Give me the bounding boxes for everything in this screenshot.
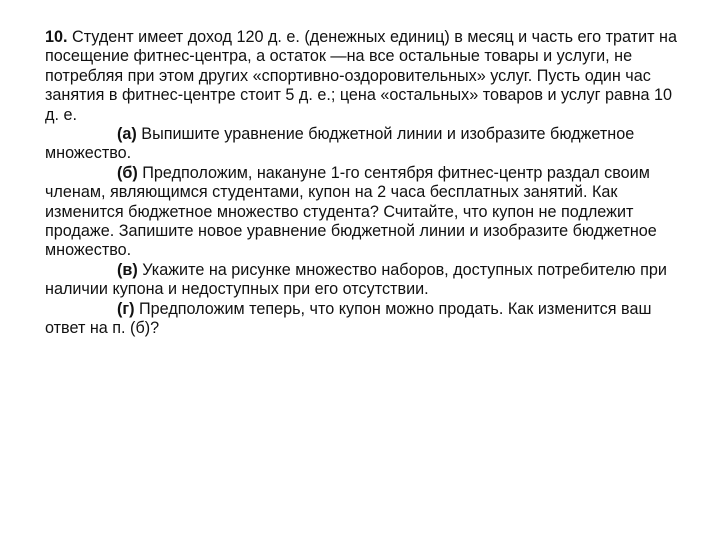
part-c-label: (в) — [117, 260, 138, 279]
part-d-text: Предположим теперь, что купон можно продать. Как изменится ваш ответ на п. (б)? — [45, 299, 652, 338]
part-c-text: Укажите на рисунке множество наборов, доступных потребителю при наличии купона и недоступных при его отсутствии. — [45, 260, 667, 299]
part-b-text: Предположим, накануне 1-го сентября фитнес-центр раздал своим членам, являющимся студентами, купон на 2 часа бесплатных занятий. Как изменится бюджетное множество студента? Считайте, что купон не подлежит продаже. Запишите новое уравнение бюджетной линии и изобразите бюджетное множество. — [45, 163, 657, 260]
problem-text — [45, 28, 685, 339]
part-b-label: (б) — [117, 163, 138, 182]
part-c — [45, 261, 685, 300]
problem-number: 10. — [45, 28, 68, 46]
part-d-label: (г) — [117, 299, 135, 318]
part-a-label: (а) — [117, 125, 137, 144]
problem-intro — [45, 28, 685, 125]
part-a — [45, 125, 685, 164]
part-d — [45, 300, 685, 339]
part-b — [45, 164, 685, 261]
part-a-text: Выпишите уравнение бюджетной линии и изобразите бюджетное множество. — [45, 125, 635, 163]
problem-intro-text: Студент имеет доход 120 д. е. (денежных единиц) в месяц и часть его тратит на посещение фитнес-центра, а остаток —на все остальные товары и услуги, не потребляя при этом других «спортивно-оздоровительных» услуг. Пусть один час занятия в фитнес-центре стоит 5 д. е.; цена «остальных» товаров и услуг равна 10 д. е. — [45, 28, 677, 124]
